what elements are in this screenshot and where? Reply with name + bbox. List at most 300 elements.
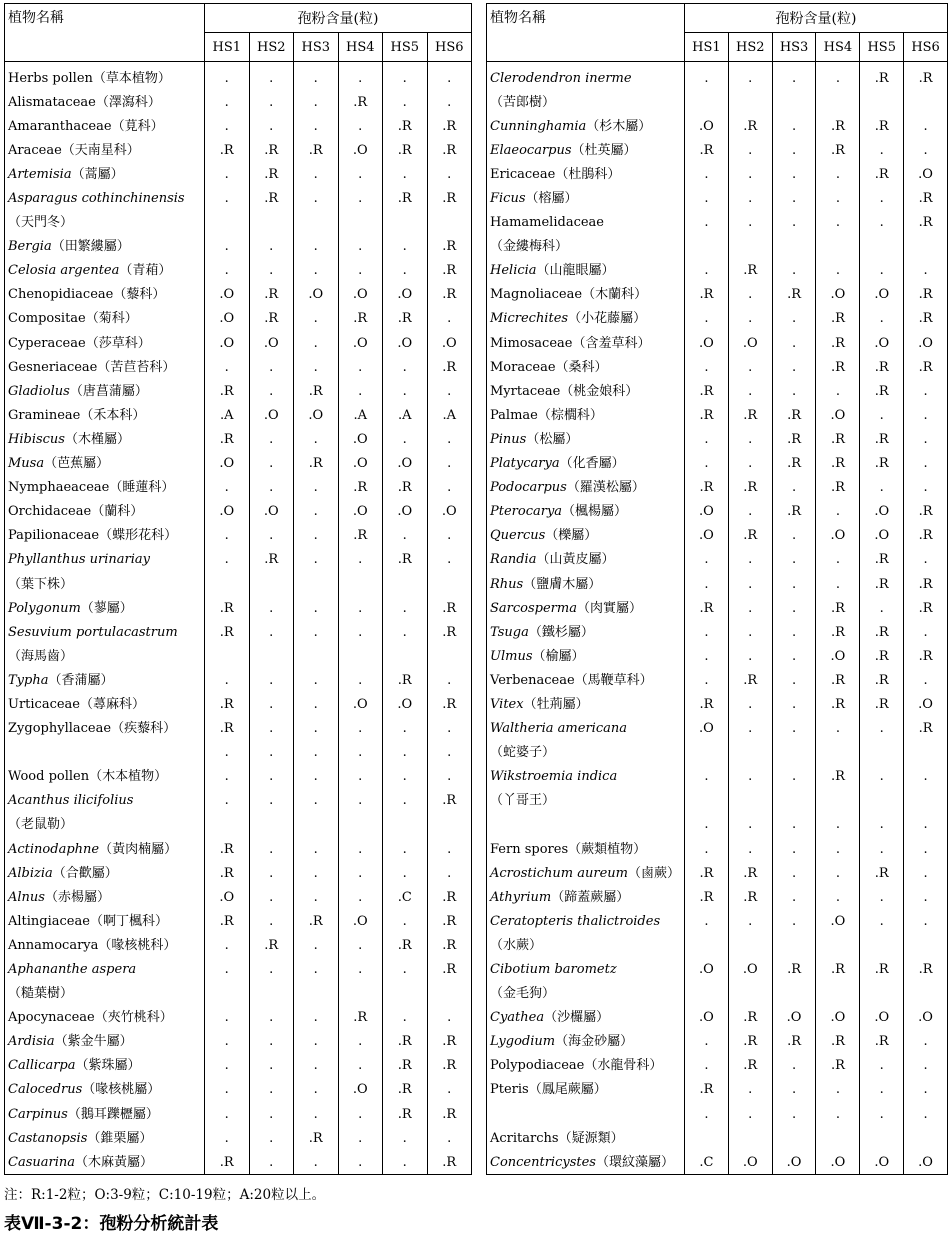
- plant-latin-name: Clerodendron inerme: [490, 70, 632, 86]
- count-cell: .: [427, 837, 472, 861]
- plant-name-cell: [5, 1126, 205, 1150]
- count-cell: .O: [338, 283, 383, 307]
- count-cell: .O: [249, 500, 294, 524]
- count-cell: [685, 933, 729, 957]
- table-row: [487, 572, 948, 596]
- count-cell: .: [294, 692, 339, 716]
- count-cell: .: [728, 620, 772, 644]
- plant-name-cell: [487, 283, 685, 307]
- count-cell: .: [338, 765, 383, 789]
- count-cell: [383, 982, 428, 1006]
- count-cell: .: [205, 90, 250, 114]
- table-row: [5, 452, 472, 476]
- count-cell: .R: [685, 885, 729, 909]
- pollen-table-right: [486, 3, 948, 1175]
- count-cell: .R: [772, 427, 816, 451]
- count-cell: .R: [294, 452, 339, 476]
- count-cell: [383, 572, 428, 596]
- count-cell: .: [904, 259, 948, 283]
- table-row: [5, 186, 472, 210]
- count-cell: .R: [816, 957, 860, 981]
- plant-name-cell: [487, 572, 685, 596]
- plant-chinese-name: （鵝耳躒櫪屬）: [67, 1106, 159, 1122]
- table-row: [487, 789, 948, 813]
- count-cell: .R: [728, 114, 772, 138]
- count-cell: .: [728, 644, 772, 668]
- count-cell: .: [427, 524, 472, 548]
- count-cell: .: [249, 789, 294, 813]
- plant-name-cell: [5, 885, 205, 909]
- count-cell: .: [685, 668, 729, 692]
- count-cell: .R: [904, 572, 948, 596]
- header-sample: HS2: [249, 33, 294, 62]
- count-cell: .: [249, 596, 294, 620]
- count-cell: .: [860, 1054, 904, 1078]
- plant-latin-name: Verbenaceae: [490, 672, 575, 688]
- count-cell: .: [728, 837, 772, 861]
- plant-name-cell: [5, 1006, 205, 1030]
- count-cell: .: [205, 548, 250, 572]
- count-cell: .: [294, 62, 339, 91]
- count-cell: .O: [383, 283, 428, 307]
- plant-chinese-name: （馬鞭草科）: [574, 672, 653, 688]
- plant-chinese-name: （鐵杉屬）: [528, 624, 594, 640]
- count-cell: .R: [249, 162, 294, 186]
- count-cell: .: [904, 427, 948, 451]
- count-cell: .: [685, 186, 729, 210]
- count-cell: .: [338, 1030, 383, 1054]
- count-cell: .: [728, 427, 772, 451]
- count-cell: .R: [685, 138, 729, 162]
- plant-latin-name: Hamamelidaceae: [490, 215, 604, 231]
- count-cell: .: [294, 837, 339, 861]
- count-cell: [816, 982, 860, 1006]
- count-cell: .: [205, 668, 250, 692]
- plant-chinese-name: （藜科）: [113, 287, 166, 303]
- table-row: [5, 668, 472, 692]
- header-plant-name: 植物名稱: [487, 4, 685, 62]
- count-cell: .R: [904, 307, 948, 331]
- count-cell: .R: [904, 596, 948, 620]
- table-row: [487, 668, 948, 692]
- count-cell: [294, 644, 339, 668]
- count-cell: [338, 572, 383, 596]
- plant-chinese-name: （鳳尾蕨屬）: [528, 1082, 607, 1098]
- count-cell: .: [338, 668, 383, 692]
- plant-chinese-name: （棕櫚科）: [537, 407, 603, 423]
- count-cell: .: [249, 741, 294, 765]
- count-cell: .: [860, 403, 904, 427]
- count-cell: .: [904, 452, 948, 476]
- count-cell: .R: [383, 1054, 428, 1078]
- count-cell: .: [904, 403, 948, 427]
- table-row: [5, 1078, 472, 1102]
- count-cell: .R: [427, 235, 472, 259]
- count-cell: .: [294, 1150, 339, 1175]
- plant-name-cell: [487, 741, 685, 765]
- count-cell: .: [728, 813, 772, 837]
- count-cell: .R: [728, 524, 772, 548]
- count-cell: .: [294, 307, 339, 331]
- count-cell: .: [427, 90, 472, 114]
- plant-name-cell: [5, 1150, 205, 1175]
- count-cell: [685, 235, 729, 259]
- count-cell: .: [294, 331, 339, 355]
- table-row: [487, 741, 948, 765]
- count-cell: .: [772, 114, 816, 138]
- plant-name-cell: [5, 211, 205, 235]
- count-cell: .: [427, 476, 472, 500]
- count-cell: .: [772, 138, 816, 162]
- table-row: [487, 1078, 948, 1102]
- count-cell: .: [728, 500, 772, 524]
- count-cell: .: [294, 524, 339, 548]
- count-cell: .: [383, 909, 428, 933]
- count-cell: .R: [904, 62, 948, 91]
- count-cell: [816, 235, 860, 259]
- count-cell: .: [249, 62, 294, 91]
- count-cell: .: [772, 837, 816, 861]
- count-cell: .O: [249, 403, 294, 427]
- count-cell: .R: [904, 186, 948, 210]
- count-cell: .: [772, 1102, 816, 1126]
- table-row: [5, 813, 472, 837]
- count-cell: .: [338, 789, 383, 813]
- count-cell: .: [294, 717, 339, 741]
- count-cell: [816, 1126, 860, 1150]
- count-cell: .: [294, 476, 339, 500]
- count-cell: .: [728, 62, 772, 91]
- count-cell: .R: [860, 644, 904, 668]
- plant-name-cell: [487, 1150, 685, 1175]
- table-row: [5, 789, 472, 813]
- plant-latin-name: Concentricystes: [490, 1154, 596, 1170]
- table-row: [487, 307, 948, 331]
- plant-name-cell: [5, 717, 205, 741]
- table-body-right: [487, 62, 948, 1175]
- count-cell: .: [338, 355, 383, 379]
- count-cell: .: [772, 548, 816, 572]
- count-cell: .: [685, 162, 729, 186]
- count-cell: .: [728, 162, 772, 186]
- plant-latin-name: Sesuvium portulacastrum: [8, 624, 178, 640]
- table-row: [487, 596, 948, 620]
- plant-name-cell: [5, 741, 205, 765]
- count-cell: .: [728, 307, 772, 331]
- table-row: [5, 235, 472, 259]
- count-cell: .: [294, 500, 339, 524]
- count-cell: .: [816, 548, 860, 572]
- count-cell: .: [772, 62, 816, 91]
- count-cell: .: [338, 717, 383, 741]
- plant-chinese-name: （山龍眼屬）: [536, 263, 615, 279]
- count-cell: .R: [904, 500, 948, 524]
- count-cell: .R: [772, 500, 816, 524]
- plant-name-cell: [5, 933, 205, 957]
- plant-name-cell: [5, 572, 205, 596]
- count-cell: .: [816, 62, 860, 91]
- count-cell: .: [249, 717, 294, 741]
- plant-chinese-name: （海馬齒）: [8, 648, 74, 664]
- plant-latin-name: Cyperaceae: [8, 335, 86, 351]
- count-cell: .: [427, 452, 472, 476]
- count-cell: .O: [772, 1150, 816, 1175]
- plant-chinese-name: （蘭科）: [91, 504, 144, 520]
- plant-name-cell: [487, 861, 685, 885]
- count-cell: .R: [383, 186, 428, 210]
- count-cell: .: [685, 1054, 729, 1078]
- count-cell: .R: [816, 1030, 860, 1054]
- plant-name-cell: [487, 765, 685, 789]
- plant-chinese-name: （啊丁楓科）: [89, 913, 168, 929]
- table-row: [5, 1006, 472, 1030]
- count-cell: .: [427, 1078, 472, 1102]
- plant-name-cell: [5, 548, 205, 572]
- count-cell: [816, 741, 860, 765]
- plant-latin-name: Annamocarya: [8, 937, 99, 953]
- plant-latin-name: Nymphaeaceae: [8, 480, 110, 496]
- count-cell: [685, 789, 729, 813]
- count-cell: .O: [685, 957, 729, 981]
- count-cell: .R: [816, 765, 860, 789]
- count-cell: .: [249, 668, 294, 692]
- count-cell: .R: [685, 283, 729, 307]
- plant-name-cell: [5, 62, 205, 91]
- count-cell: .O: [338, 452, 383, 476]
- plant-chinese-name: （含羞草科）: [572, 335, 651, 351]
- count-cell: .: [816, 885, 860, 909]
- count-cell: .: [383, 1126, 428, 1150]
- count-cell: .: [249, 861, 294, 885]
- plant-chinese-name: （海金砂屬）: [555, 1034, 634, 1050]
- header-sample: HS4: [816, 33, 860, 62]
- count-cell: .: [249, 1078, 294, 1102]
- count-cell: .: [685, 355, 729, 379]
- table-row: [5, 885, 472, 909]
- plant-name-cell: [487, 427, 685, 451]
- count-cell: .: [772, 692, 816, 716]
- count-cell: .: [249, 885, 294, 909]
- count-cell: .: [205, 957, 250, 981]
- count-cell: [772, 933, 816, 957]
- count-cell: .: [728, 283, 772, 307]
- plant-name-cell: [5, 789, 205, 813]
- count-cell: .R: [205, 379, 250, 403]
- count-cell: .O: [860, 331, 904, 355]
- count-cell: .: [816, 211, 860, 235]
- count-cell: [728, 982, 772, 1006]
- plant-name-cell: [487, 620, 685, 644]
- table-row: [5, 644, 472, 668]
- count-cell: .: [249, 1126, 294, 1150]
- plant-chinese-name: （沙欏屬）: [544, 1010, 610, 1026]
- count-cell: .: [338, 620, 383, 644]
- count-cell: .R: [816, 620, 860, 644]
- plant-latin-name: Calocedrus: [8, 1082, 83, 1098]
- count-cell: .: [383, 837, 428, 861]
- count-cell: .: [427, 548, 472, 572]
- count-cell: [294, 572, 339, 596]
- plant-chinese-name: （楓楊屬）: [562, 504, 628, 520]
- count-cell: .O: [904, 1006, 948, 1030]
- count-cell: [728, 789, 772, 813]
- count-cell: .O: [685, 1006, 729, 1030]
- plant-latin-name: Orchidaceae: [8, 504, 92, 520]
- plant-chinese-name: （老鼠勒）: [8, 817, 74, 833]
- table-row: [5, 909, 472, 933]
- plant-latin-name: Platycarya: [490, 456, 560, 472]
- plant-chinese-name: （櫟屬）: [545, 528, 598, 544]
- count-cell: .O: [816, 1006, 860, 1030]
- count-cell: .: [816, 1078, 860, 1102]
- count-cell: .R: [728, 1030, 772, 1054]
- count-cell: .: [860, 596, 904, 620]
- count-cell: .: [685, 909, 729, 933]
- count-cell: .R: [816, 596, 860, 620]
- count-cell: .: [772, 162, 816, 186]
- table-row: [487, 837, 948, 861]
- count-cell: .: [205, 235, 250, 259]
- plant-name-cell: [5, 837, 205, 861]
- count-cell: [205, 211, 250, 235]
- count-cell: .R: [383, 548, 428, 572]
- count-cell: .R: [904, 524, 948, 548]
- plant-name-cell: [487, 548, 685, 572]
- count-cell: [904, 982, 948, 1006]
- count-cell: [860, 235, 904, 259]
- table-row: [5, 403, 472, 427]
- plant-chinese-name: （莧科）: [111, 118, 164, 134]
- count-cell: [728, 90, 772, 114]
- count-cell: .: [249, 620, 294, 644]
- plant-chinese-name: （杜鵑科）: [555, 166, 621, 182]
- table-caption: 表Ⅶ-3-2：孢粉分析統計表: [4, 1214, 219, 1234]
- count-cell: .: [685, 765, 729, 789]
- count-cell: [860, 789, 904, 813]
- table-row: [487, 211, 948, 235]
- count-cell: [294, 211, 339, 235]
- count-cell: .R: [205, 427, 250, 451]
- count-cell: .O: [904, 692, 948, 716]
- plant-chinese-name: （草本植物）: [92, 70, 171, 86]
- count-cell: .: [904, 668, 948, 692]
- plant-chinese-name: （禾本科）: [80, 407, 146, 423]
- table-row: [487, 717, 948, 741]
- count-cell: [728, 741, 772, 765]
- count-cell: .: [427, 668, 472, 692]
- plant-name-cell: [487, 235, 685, 259]
- header-sample: HS6: [427, 33, 472, 62]
- plant-name-cell: [487, 982, 685, 1006]
- plant-latin-name: Gladiolus: [8, 383, 70, 399]
- plant-name-cell: [487, 114, 685, 138]
- count-cell: .: [904, 114, 948, 138]
- plant-chinese-name: （喙核桃科）: [98, 937, 177, 953]
- count-cell: .: [249, 957, 294, 981]
- count-cell: .R: [205, 717, 250, 741]
- table-row: [5, 837, 472, 861]
- count-cell: .O: [816, 1150, 860, 1175]
- plant-chinese-name: （赤楊屬）: [44, 889, 110, 905]
- count-cell: .: [728, 717, 772, 741]
- plant-chinese-name: （山黃皮屬）: [536, 552, 615, 568]
- count-cell: .R: [205, 138, 250, 162]
- table-row: [487, 186, 948, 210]
- count-cell: [427, 211, 472, 235]
- table-row: [5, 861, 472, 885]
- plant-name-cell: [5, 114, 205, 138]
- count-cell: .O: [383, 452, 428, 476]
- table-row: [487, 162, 948, 186]
- count-cell: .R: [860, 452, 904, 476]
- plant-latin-name: Urticaceae: [8, 696, 81, 712]
- count-cell: .R: [427, 909, 472, 933]
- count-cell: .: [338, 741, 383, 765]
- table-row: [5, 90, 472, 114]
- count-cell: .R: [685, 379, 729, 403]
- plant-name-cell: [487, 211, 685, 235]
- plant-latin-name: Gramineae: [8, 407, 81, 423]
- count-cell: .: [728, 548, 772, 572]
- count-cell: .: [772, 813, 816, 837]
- count-cell: .: [772, 885, 816, 909]
- plant-chinese-name: （木麻黃屬）: [75, 1154, 154, 1170]
- count-cell: .: [294, 789, 339, 813]
- plant-chinese-name: （紫金牛屬）: [54, 1034, 133, 1050]
- count-cell: .: [249, 1054, 294, 1078]
- count-cell: .: [685, 307, 729, 331]
- count-cell: .: [205, 1102, 250, 1126]
- count-cell: .: [860, 765, 904, 789]
- count-cell: .O: [205, 885, 250, 909]
- count-cell: .: [427, 861, 472, 885]
- plant-chinese-name: （苦郎樹）: [490, 94, 556, 110]
- count-cell: .R: [338, 90, 383, 114]
- count-cell: .: [904, 861, 948, 885]
- count-cell: .: [205, 186, 250, 210]
- count-cell: .: [249, 909, 294, 933]
- plant-name-cell: [487, 644, 685, 668]
- count-cell: .: [772, 1054, 816, 1078]
- count-cell: .R: [383, 1102, 428, 1126]
- plant-name-cell: [487, 403, 685, 427]
- count-cell: .: [904, 885, 948, 909]
- count-cell: .: [816, 186, 860, 210]
- count-cell: [728, 235, 772, 259]
- plant-chinese-name: （喙核桃屬）: [82, 1082, 161, 1098]
- count-cell: .R: [427, 259, 472, 283]
- count-cell: [383, 813, 428, 837]
- count-cell: .R: [427, 114, 472, 138]
- count-cell: .: [685, 548, 729, 572]
- count-cell: .O: [816, 909, 860, 933]
- table-row: [5, 741, 472, 765]
- count-cell: .R: [383, 476, 428, 500]
- count-cell: .: [294, 933, 339, 957]
- count-cell: .: [383, 235, 428, 259]
- plant-name-cell: [5, 620, 205, 644]
- plant-name-cell: [487, 885, 685, 909]
- plant-name-cell: [487, 524, 685, 548]
- plant-chinese-name: （環紋藻屬）: [595, 1154, 674, 1170]
- count-cell: .: [383, 861, 428, 885]
- count-cell: .R: [772, 957, 816, 981]
- count-cell: .: [772, 1078, 816, 1102]
- count-cell: .: [427, 307, 472, 331]
- plant-name-cell: [5, 982, 205, 1006]
- count-cell: .R: [427, 283, 472, 307]
- plant-chinese-name: （青葙）: [119, 263, 172, 279]
